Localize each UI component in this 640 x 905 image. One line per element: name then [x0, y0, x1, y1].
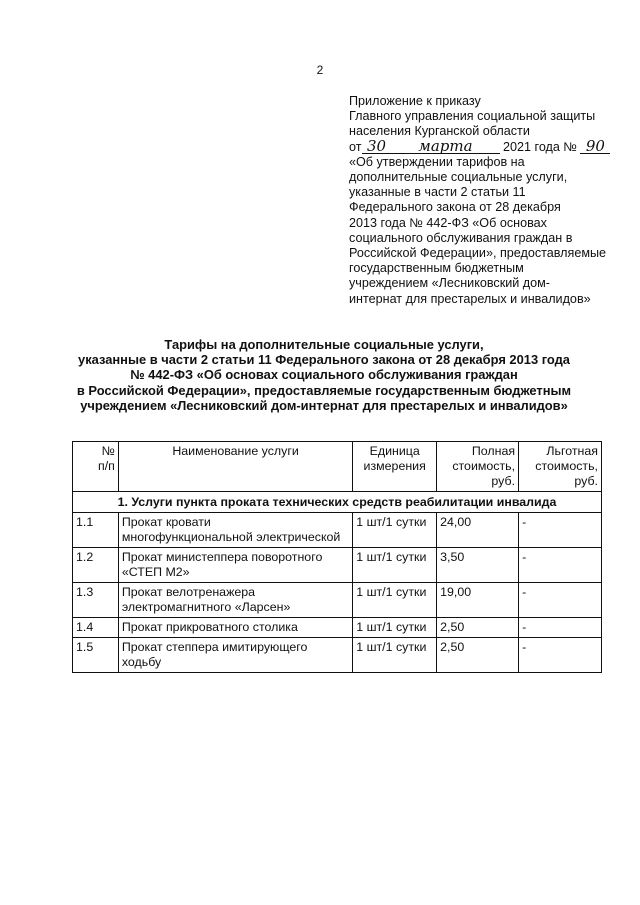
- cell-discount-cost: -: [519, 638, 602, 673]
- cell-service-name: Прокат степпера имитирующего ходьбу: [118, 638, 352, 673]
- appendix-line: социального обслуживания граждан в: [349, 230, 573, 245]
- header-unit: Единица измерения: [353, 442, 437, 492]
- title-line: учреждением «Лесниковский дом-интернат для престарелых и инвалидов»: [80, 397, 568, 413]
- cell-service-name: Прокат министеппера поворотного «СТЕП М2»: [118, 548, 352, 583]
- cell-full-cost: 19,00: [437, 583, 519, 618]
- header-number: № п/п: [73, 442, 119, 492]
- cell-unit: 1 шт/1 сутки: [353, 548, 437, 583]
- cell-number: 1.2: [73, 548, 119, 583]
- handwritten-day: 30: [362, 140, 392, 154]
- date-year: 2021 года №: [503, 139, 577, 154]
- appendix-line: «Об утверждении тарифов на: [349, 154, 525, 169]
- cell-number: 1.4: [73, 618, 119, 638]
- table-row: [73, 513, 602, 548]
- date-prefix: от: [349, 139, 362, 154]
- cell-number: 1.3: [73, 583, 119, 618]
- cell-discount-cost: -: [519, 548, 602, 583]
- appendix-line: дополнительные социальные услуги,: [349, 170, 568, 185]
- appendix-block: [349, 94, 619, 307]
- appendix-line: указанные в части 2 статьи 11: [349, 185, 526, 200]
- cell-service-name: Прокат кровати многофункциональной электрической: [118, 513, 352, 548]
- cell-full-cost: 24,00: [437, 513, 519, 548]
- appendix-line: интернат для престарелых и инвалидов»: [349, 291, 591, 306]
- document-title: [60, 337, 588, 413]
- cell-discount-cost: -: [519, 618, 602, 638]
- table-row: [73, 638, 602, 673]
- header-full-cost: Полная стоимость, руб.: [437, 442, 519, 492]
- section-title: 1. Услуги пункта проката технических средств реабилитации инвалида: [73, 492, 602, 513]
- cell-service-name: Прокат прикроватного столика: [118, 618, 352, 638]
- tariff-table: [72, 441, 602, 673]
- cell-discount-cost: -: [519, 583, 602, 618]
- title-line: Тарифы на дополнительные социальные услуги,: [164, 337, 484, 352]
- cell-number: 1.5: [73, 638, 119, 673]
- table-row: [73, 583, 602, 618]
- table-row: [73, 548, 602, 583]
- header-discount-cost: Льготная стоимость, руб.: [519, 442, 602, 492]
- appendix-line: Российской Федерации», предоставляемые: [349, 246, 607, 261]
- title-line: № 442-ФЗ «Об основах социального обслуживания граждан: [130, 367, 518, 383]
- table-header-row: [73, 442, 602, 492]
- appendix-line: государственным бюджетным: [349, 261, 524, 276]
- appendix-line: Приложение к приказу: [349, 94, 481, 108]
- title-line: в Российской Федерации», предоставляемые государственным бюджетным: [76, 382, 572, 398]
- header-service-name: Наименование услуги: [118, 442, 352, 492]
- cell-full-cost: 2,50: [437, 638, 519, 673]
- appendix-date-line: [349, 136, 619, 155]
- cell-discount-cost: -: [519, 513, 602, 548]
- page-number: 2: [316, 63, 324, 77]
- cell-unit: 1 шт/1 сутки: [353, 583, 437, 618]
- cell-full-cost: 2,50: [437, 618, 519, 638]
- appendix-line: населения Курганской области: [349, 124, 530, 139]
- appendix-line: 2013 года № 442-ФЗ «Об основах: [349, 215, 547, 230]
- cell-unit: 1 шт/1 сутки: [353, 618, 437, 638]
- appendix-line: учреждением «Лесниковский дом-: [349, 276, 550, 291]
- appendix-line: Федерального закона от 28 декабря: [349, 200, 561, 215]
- cell-service-name: Прокат велотренажера электромагнитного «Ларсен»: [118, 583, 352, 618]
- cell-number: 1.1: [73, 513, 119, 548]
- section-row: [73, 492, 602, 513]
- appendix-line: Главного управления социальной защиты: [349, 109, 596, 124]
- cell-unit: 1 шт/1 сутки: [353, 513, 437, 548]
- handwritten-order-number: 90: [580, 140, 610, 154]
- handwritten-month: марта: [392, 140, 500, 154]
- cell-unit: 1 шт/1 сутки: [353, 638, 437, 673]
- title-line: указанные в части 2 статьи 11 Федерального закона от 28 декабря 2013 года: [78, 352, 570, 368]
- table-row: [73, 618, 602, 638]
- cell-full-cost: 3,50: [437, 548, 519, 583]
